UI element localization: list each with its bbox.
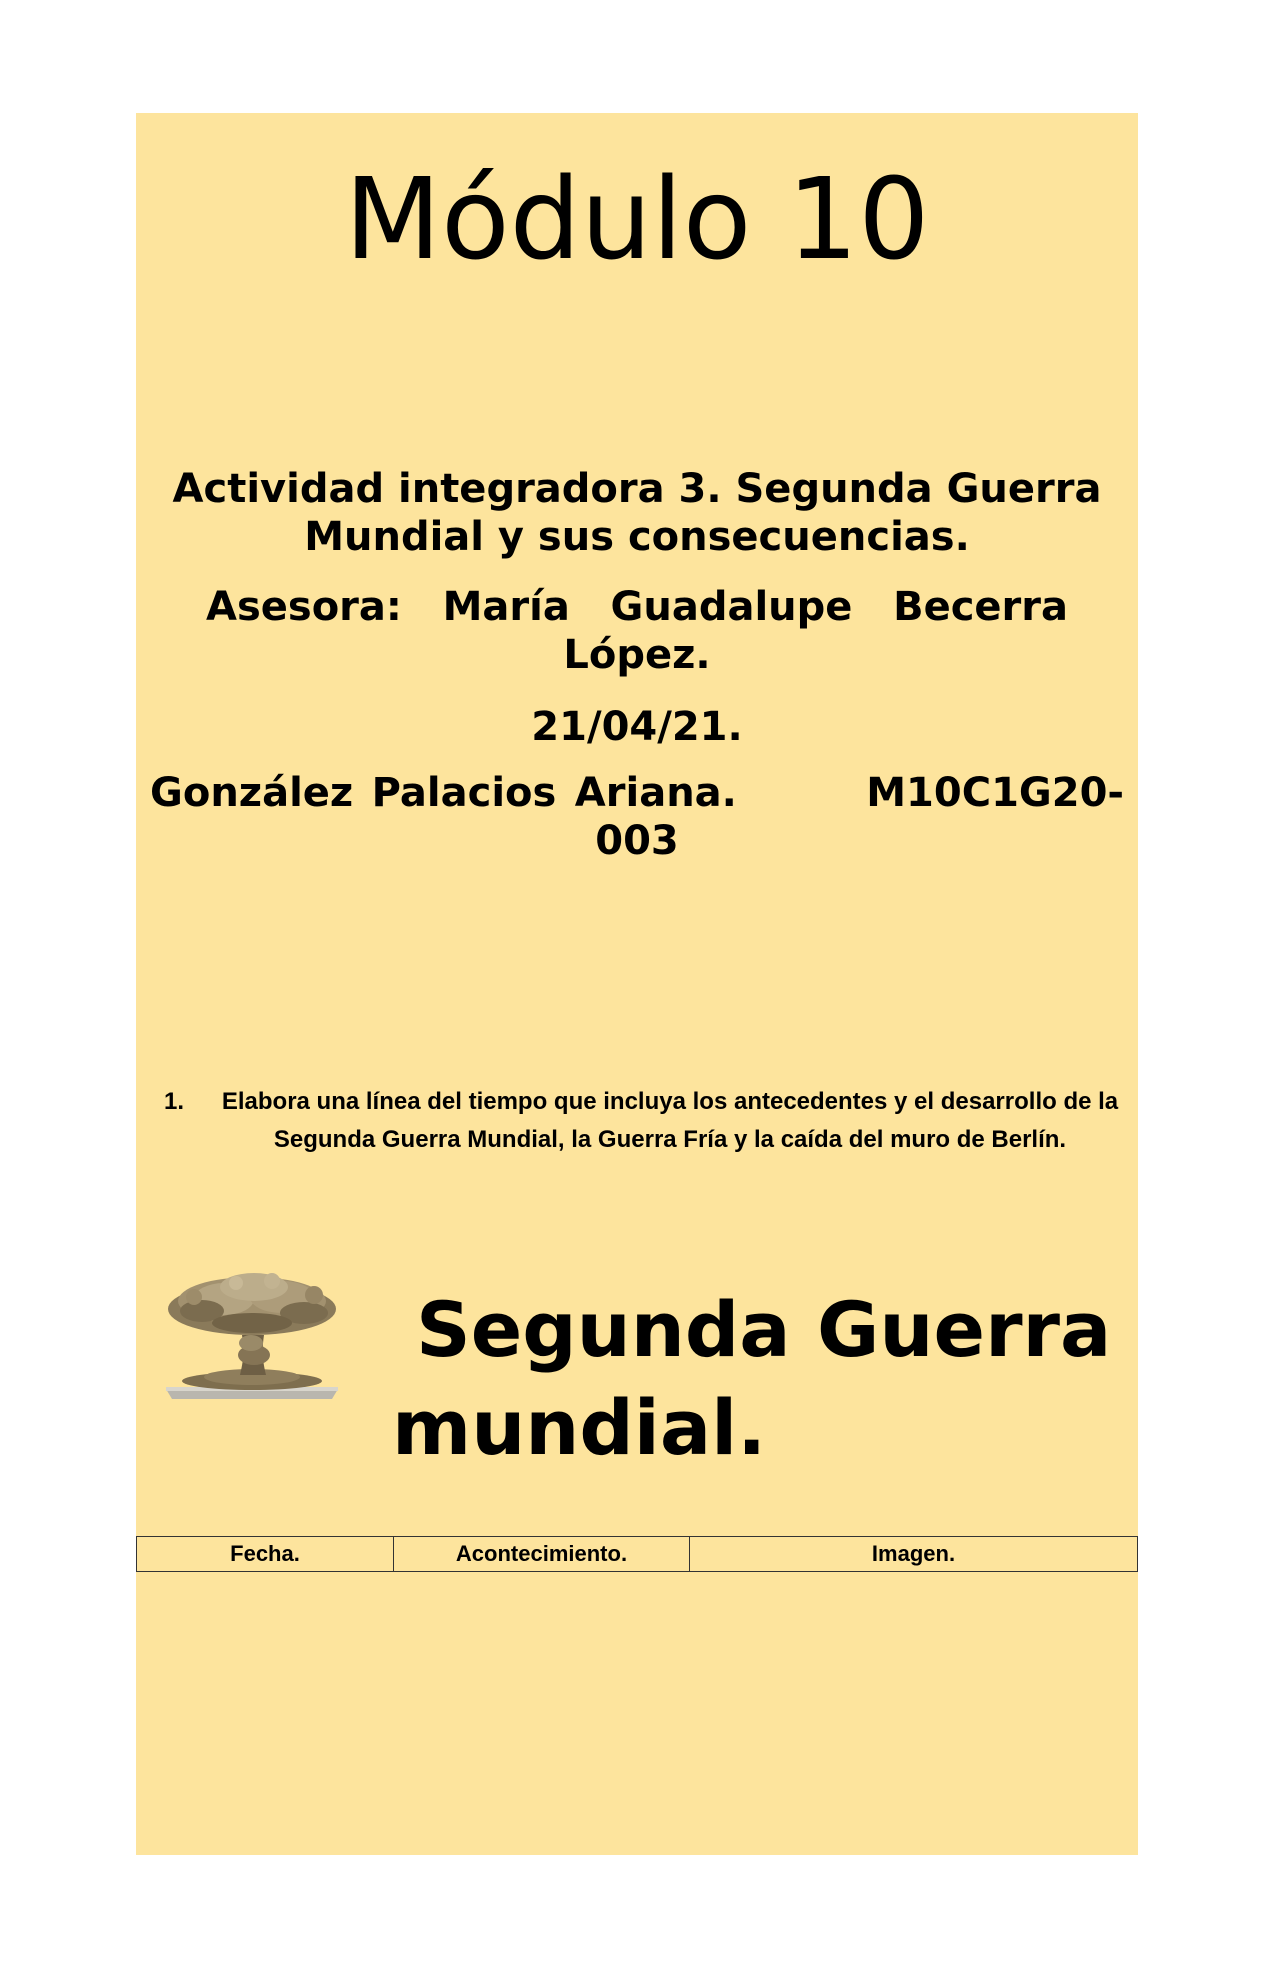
instruction-item [164,1083,1154,1159]
student-info: González Palacios Ariana. M10C1G20-003 [150,770,1124,864]
table-header-row [137,1537,1138,1572]
section-heading-line1: Segunda Guerra [416,1285,1112,1374]
section-heading-line2: mundial. [392,1383,767,1472]
document-page [136,113,1138,1855]
section-heading [392,1281,1132,1477]
mushroom-cloud-icon [164,1263,340,1403]
page-title: Módulo 10 [344,155,930,285]
instruction-list [164,1083,1154,1159]
timeline-table [136,1536,1138,1572]
activity-title: Actividad integradora 3. Segunda Guerra Mundial y sus consecuencias. [172,466,1102,560]
column-header-imagen: Imagen. [690,1537,1138,1572]
instruction-text: Elabora una línea del tiempo que incluya los antecedentes y el desarrollo de la Segunda Guerra Mundial, la Guerra Fría y la caída del muro de Berlín. [221,1088,1119,1153]
instruction-number: 1. [164,1088,185,1115]
column-header-fecha: Fecha. [137,1537,394,1572]
document-date: 21/04/21. [531,704,743,750]
advisor-name: Asesora: María Guadalupe Becerra López. [206,584,1068,678]
column-header-acontecimiento: Acontecimiento. [394,1537,690,1572]
